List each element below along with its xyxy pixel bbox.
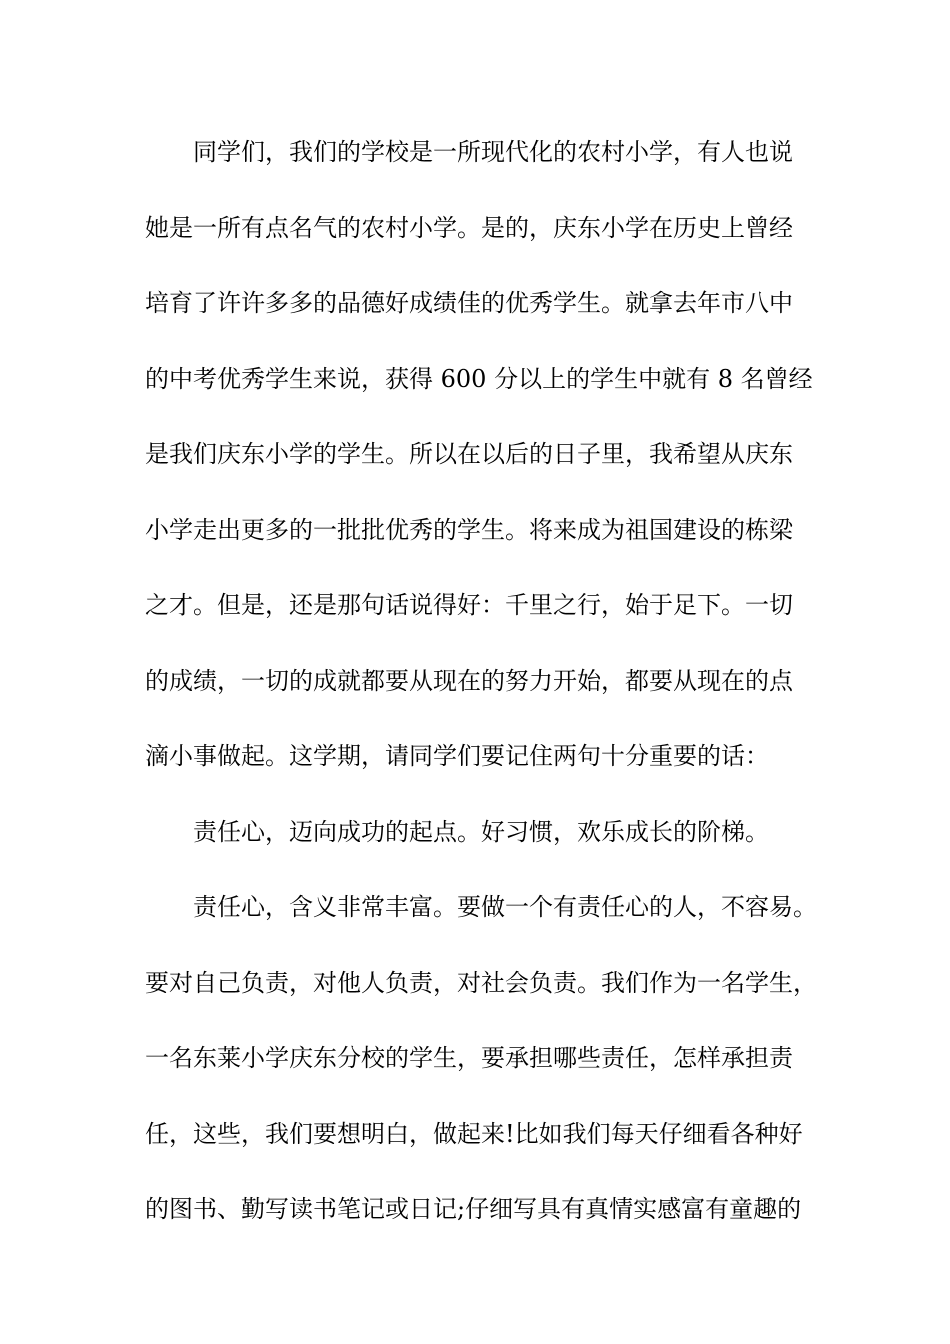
- document-body: [145, 132, 825, 1265]
- text-line: 小学走出更多的一批批优秀的学生。将来成为祖国建设的栋梁: [145, 515, 793, 544]
- text-line: 的中考优秀学生来说，获得 600 分以上的学生中就有 8 名曾经: [145, 364, 813, 393]
- text-line: 之才。但是，还是那句话说得好：千里之行，始于足下。一切: [145, 591, 793, 619]
- text-line: 滴小事做起。这学期，请同学们要记住两句十分重要的话：: [145, 742, 769, 770]
- text-line: 任，这些，我们要想明白，做起来!比如我们每天仔细看各种好: [145, 1119, 803, 1148]
- text-line: 责任心，含义非常丰富。要做一个有责任心的人，不容易。: [193, 893, 817, 921]
- text-line: 同学们，我们的学校是一所现代化的农村小学，有人也说: [193, 138, 793, 166]
- text-line: 一名东莱小学庆东分校的学生，要承担哪些责任，怎样承担责: [145, 1044, 793, 1072]
- text-line: 培育了许许多多的品德好成绩佳的优秀学生。就拿去年市八中: [145, 289, 793, 317]
- text-line: 的成绩，一切的成就都要从现在的努力开始，都要从现在的点: [145, 666, 793, 695]
- text-line: 的图书、勤写读书笔记或日记;仔细写具有真情实感富有童趣的: [145, 1195, 802, 1223]
- text-line: 她是一所有点名气的农村小学。是的，庆东小学在历史上曾经: [145, 213, 793, 242]
- text-line: 责任心，迈向成功的起点。好习惯，欢乐成长的阶梯。: [193, 817, 769, 846]
- text-line: 要对自己负责，对他人负责，对社会负责。我们作为一名学生，: [145, 968, 817, 997]
- text-line: 是我们庆东小学的学生。所以在以后的日子里，我希望从庆东: [145, 440, 793, 468]
